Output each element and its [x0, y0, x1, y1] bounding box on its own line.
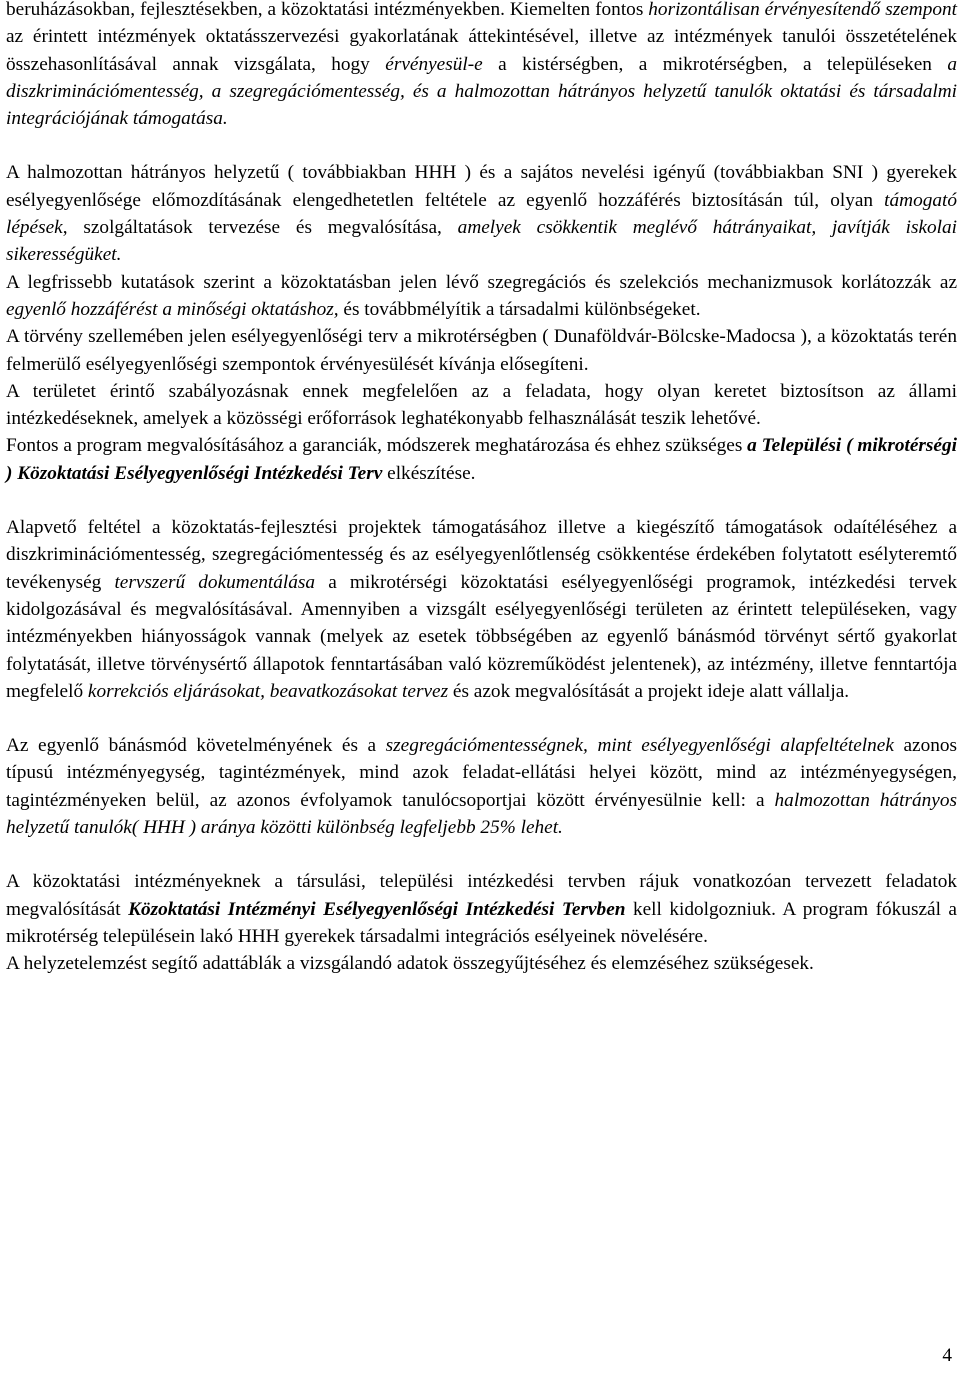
text-run: A törvény szellemében jelen esélyegyenlőségi terv a mikrotérségben ( Dunaföldvár-Bölcske-Madocsa ), a közoktatás terén felmerülő esélyegyenlőségi szempontok érvényesülését kívánja elősegíteni.: [6, 326, 957, 375]
text-run: beruházásokban, fejlesztésekben, a közoktatási intézményekben. Kiemelten fontos: [6, 0, 649, 20]
text-run: elkészítése.: [382, 462, 476, 484]
paragraph-equal-treatment: [6, 732, 957, 841]
emphasis-bold-italic: Közoktatási Intézményi Esélyegyenlőségi Intézkedési Tervben: [128, 898, 626, 920]
text-run: A közoktatási intézményeknek a társulási, települési intézkedési tervben rájuk vonatkozóan tervezett feladatok megvalósítását: [6, 871, 957, 920]
text-run: Az egyenlő bánásmód követelményének és a: [6, 735, 386, 757]
paragraph-research: [6, 269, 957, 324]
emphasis-italic: halmozottan hátrányos helyzetű tanulók( HHH ) aránya közötti különbség legfeljebb 25% lehet.: [6, 789, 957, 839]
text-run: az érintett intézmények oktatásszervezési gyakorlatának áttekintésével, illetve az intézmények tanulói összetételének összehasonlításával annak vizsgálata, hogy: [6, 26, 957, 75]
emphasis-italic: korrekciós eljárásokat, beavatkozásokat tervez: [87, 680, 449, 702]
text-run: a kistérségben, a mikrotérségben, a településeken: [482, 53, 948, 75]
emphasis-italic: horizontálisan érvényesítendő szempont: [648, 0, 957, 20]
paragraph-intro: [6, 0, 957, 132]
paragraph-law-spirit: [6, 323, 957, 378]
paragraph-hhh-sni: [6, 159, 957, 268]
text-run: és azok megvalósítását a projekt ideje alatt vállalja.: [448, 680, 850, 702]
text-run: kell kidolgozniuk. A program fókuszál a mikrotérség településein lakó HHH gyerekek társadalmi integrációs esélyeinek növelésére.: [6, 898, 957, 947]
text-run: A helyzetelemzést segítő adattáblák a vizsgálandó adatok összegyűjtéséhez és elemzéséhez szükségesek.: [6, 953, 814, 975]
page-number: 4: [942, 1345, 952, 1366]
emphasis-bold-italic: a Települési ( mikrotérségi ) Közoktatási Esélyegyenlőségi Intézkedési Terv: [6, 435, 957, 484]
emphasis-italic: szegregációmentességnek, mint esélyegyenlőségi alapfeltételnek: [385, 735, 894, 757]
document-body: [6, 0, 957, 978]
text-run: azonos típusú intézményegység, tagintézmények, mind azok feladat-ellátási helyei között, mind az intézményegységen, tagintézményeken belül, az azonos évfolyamok tanulócsoportjai között érvényesülnie kell: a: [6, 735, 957, 811]
emphasis-italic: egyenlő hozzáférést a minőségi oktatáshoz,: [6, 298, 339, 320]
paragraph-basic-condition: [6, 514, 957, 705]
emphasis-italic: amelyek csökkentik meglévő hátrányaikat, javítják iskolai sikerességüket.: [6, 217, 957, 266]
paragraph-program-guarantees: [6, 432, 957, 487]
paragraph-data-tables: [6, 950, 957, 977]
text-run: , szolgáltatások tervezése és megvalósítása,: [62, 217, 458, 239]
text-run: Alapvető feltétel a közoktatás-fejlesztési projektek támogatásához illetve a kiegészítő támogatások odaítéléséhez a diszkriminációmentesség, szegregációmentesség és az esélyegyenlőtlenség csökkentése érdekében folytatott esélyteremtő tevékenység: [6, 517, 957, 593]
paragraph-institutions: [6, 868, 957, 950]
paragraph-regulation: [6, 378, 957, 433]
text-run: A területet érintő szabályozásnak ennek megfelelően az a feladata, hogy olyan keretet biztosítson az állami intézkedéseknek, amelyek a közösségi erőforrások leghatékonyabb felhasználását teszik lehetővé.: [6, 380, 957, 430]
text-run: és továbbmélyítik a társadalmi különbségeket.: [338, 298, 701, 320]
text-run: A legfrissebb kutatások szerint a közoktatásban jelen lévő szegregációs és szelekciós mechanizmusok korlátozzák az: [6, 271, 957, 293]
emphasis-italic: tervszerű dokumentálása: [114, 571, 316, 593]
emphasis-italic: érvényesül-e: [385, 53, 483, 75]
emphasis-italic: támogató lépések: [6, 189, 957, 239]
text-run: A halmozottan hátrányos helyzetű ( továbbiakban HHH ) és a sajátos nevelési igényű (továbbiakban SNI ) gyerekek esélyegyenlősége előmozdításának elengedhetetlen feltétele az egyenlő hozzáférés biztosításán túl, olyan: [6, 162, 957, 211]
emphasis-italic: a diszkriminációmentesség, a szegregációmentesség, és a halmozottan hátrányos helyzetű tanulók oktatási és társadalmi integrációjának támogatása.: [6, 53, 957, 130]
text-run: a mikrotérségi közoktatási esélyegyenlőségi programok, intézkedési tervek kidolgozásával és megvalósításával. Amennyiben a vizsgált esélyegyenlőségi területen az érintett településeken, vagy intézményekben hiányosságok vannak (melyek az esetek többségében az egyenlő bánásmód törvényt sértő gyakorlat folytatását, illetve törvénysértő állapotok fenntartásában való közreműködést jelentenek), az intézmény, illetve fenntartója megfelelő: [6, 571, 957, 702]
text-run: Fontos a program megvalósításához a garanciák, módszerek meghatározása és ehhez szükséges: [6, 435, 748, 457]
